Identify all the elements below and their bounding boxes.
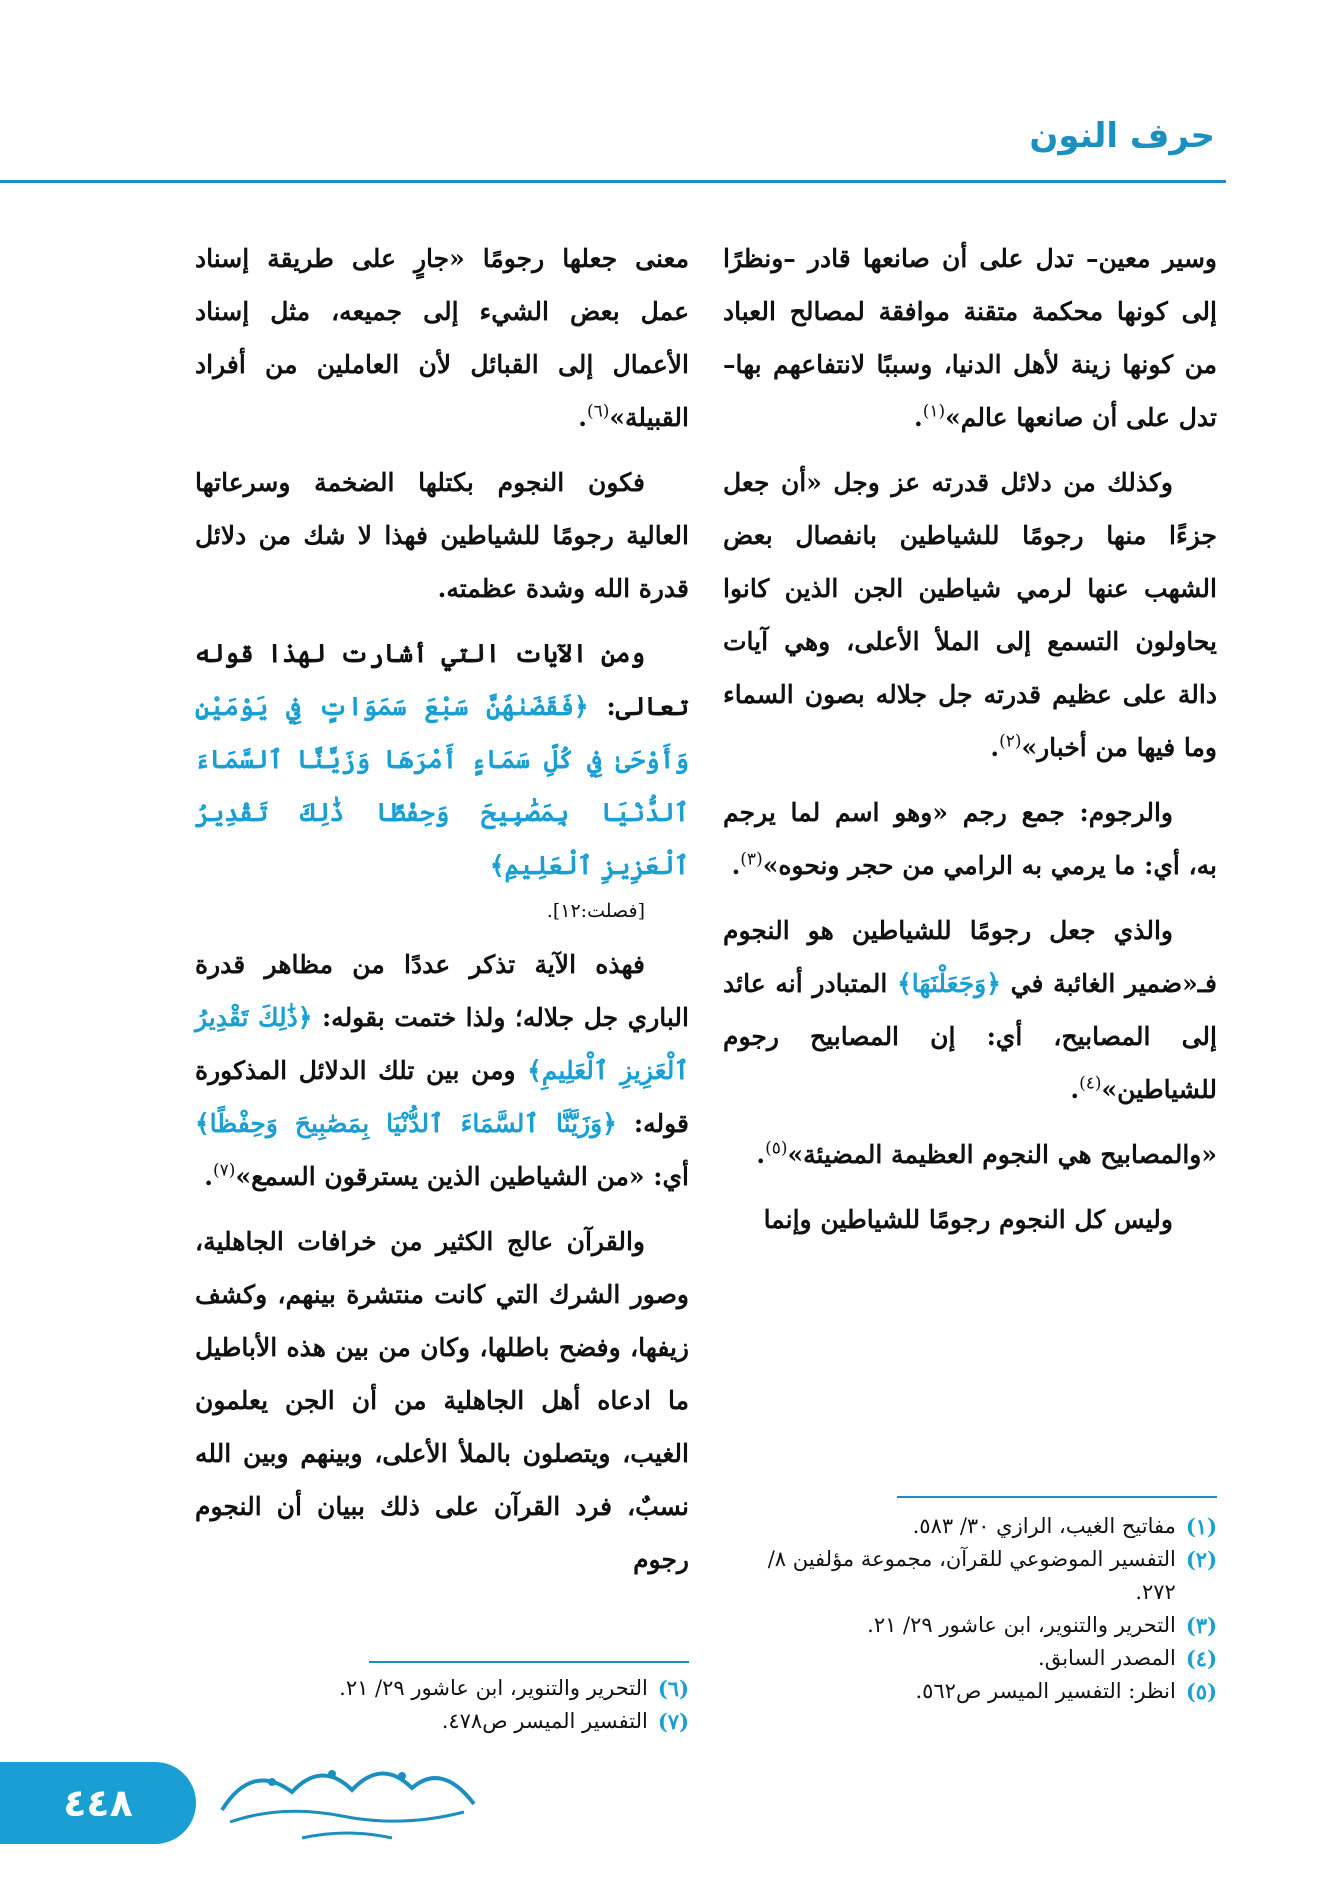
quran-verse: ﴿وَزَيَّنَّا ٱلسَّمَاءَ ٱلدُّنْيَا بِمَصَٰبِيحَ وَحِفْظًا﴾ [195,1109,617,1138]
footnotes-left [195,1672,689,1738]
footnote-rule [897,1496,1217,1498]
footnote [723,1609,1217,1642]
footnote-text: التحرير والتنوير، ابن عاشور ٢٩/ ٢١. [339,1676,648,1700]
paragraph-text: فهذه الآية تذكر عددًا من مظاهر قدرة الباري جل جلاله؛ ولذا ختمت بقوله: [195,950,689,1032]
running-header-title: حرف النون [1029,116,1215,156]
text-column-right [723,232,1217,1258]
footnote-number: (١) [1185,1514,1217,1539]
quran-verse: ﴿فَقَضَىٰهُنَّ سَبْعَ سَمَوَاتٍ فِي يَوْمَيْنِ وَأَوْحَىٰ فِي كُلِّ سَمَاءٍ أَمْرَهَا وَزَيَّنَّا ٱلسَّمَاءَ ٱلدُّنْيَا بِمَصَٰبِيحَ وَحِفْظًا ذَٰلِكَ تَقْدِيرُ ٱلْعَزِيزِ ٱلْعَلِيمِ﴾ [195,692,689,880]
footnote-ref[interactable]: (١) [922,401,946,422]
footnote-ref[interactable]: (٣) [740,849,763,870]
footnote-ref[interactable]: (٧) [213,1160,236,1181]
footnote-text: التفسير الميسر ص٤٧٨. [441,1709,648,1733]
text-column-left [195,232,689,1598]
footnote [723,1675,1217,1708]
paragraph-text: المتبادر أنه عائد إلى المصابيح، أي: إن المصابيح رجوم للشياطين» [723,969,1217,1104]
footnote-ref[interactable]: (٦) [586,401,610,422]
quran-verse: ﴿وَجَعَلْنَهَا﴾ [897,969,1001,998]
footnote-text: التحرير والتنوير، ابن عاشور ٢٩/ ٢١. [867,1613,1176,1637]
footnote [195,1672,689,1705]
paragraph: «والمصابيح هي النجوم العظيمة المضيئة»$^{(٥)}$. [756,1138,1217,1169]
footnotes-right [723,1510,1217,1708]
paragraph-text: فكون النجوم بكتلها الضخمة وسرعاتها العالية رجومًا للشياطين فهذا لا شك من دلائل قدرة الله وشدة عظمته. [195,468,689,603]
footnote-number: (٣) [1185,1613,1217,1638]
paragraph-text: معنى جعلها رجومًا «جارٍ على طريقة إسناد عمل بعض الشيء إلى جميعه، مثل إسناد الأعمال إلى القبائل لأن العاملين من أفراد القبيلة» [195,244,689,432]
paragraph: وكذلك من دلائل قدرته عز وجل «أن جعل جزءًا منها رجومًا للشياطين بانفصال بعض الشهب عنها لرمي شياطين الجن الذين كانوا يحاولون التسمع إلى الملأ الأعلى، وهي آيات دالة على عظيم قدرته جل جلاله بصون السماء وما فيها من أخبار»$^{(٢)}$. [723,468,1217,762]
paragraph-text: أي: «من الشياطين الذين يسترقون السمع» [235,1162,689,1191]
paragraph-text: والرجوم: جمع رجم «وهو اسم لما يرجم به، أي: ما يرمي به الرامي من حجر ونحوه» [723,798,1217,880]
footnote-rule [369,1661,689,1663]
paragraph: معنى جعلها رجومًا «جارٍ على طريقة إسناد عمل بعض الشيء إلى جميعه، مثل إسناد الأعمال إلى القبائل لأن العاملين من أفراد القبيلة»$^{(٦)}$. [195,244,689,432]
paragraph [723,1193,1217,1246]
paragraph [195,627,689,926]
footnote [723,1642,1217,1675]
footnote-number: (٢) [1185,1547,1217,1572]
paragraph-text: ومن الآيات التي أشارت لهذا قوله تعالى: [195,639,689,721]
paragraph-text: وسير معين– تدل على أن صانعها قادر –ونظرًا إلى كونها محكمة متقنة موافقة لمصالح العباد من كونها زينة لأهل الدنيا، وسببًا لانتفاعهم بها– تدل على أن صانعها عالم» [723,244,1217,432]
footnote-ref[interactable]: (٥) [765,1138,788,1159]
paragraph-text: والذي جعل رجومًا للشياطين هو النجوم فـ«ضمير الغائبة في [723,916,1217,998]
paragraph-text: والقرآن عالج الكثير من خرافات الجاهلية، وصور الشرك التي كانت منتشرة بينهم، وكشف زيفها، وفضح باطلها، وكان من بين هذه الأباطيل ما ادعاه أهل الجاهلية من أن الجن يعلمون الغيب، ويتصلون بالملأ الأعلى، وبينهم وبين الله نسبٌ، فرد القرآن على ذلك ببيان أن النجوم رجوم [195,1227,689,1574]
paragraph [195,1215,689,1586]
paragraph: وسير معين– تدل على أن صانعها قادر –ونظرًا إلى كونها محكمة متقنة موافقة لمصالح العباد من كونها زينة لأهل الدنيا، وسببًا لانتفاعهم بها– تدل على أن صانعها عالم»$^{(١)}$. [723,244,1217,432]
paragraph [195,456,689,615]
paragraph-text: وكذلك من دلائل قدرته عز وجل «أن جعل جزءًا منها رجومًا للشياطين بانفصال بعض الشهب عنها لرمي شياطين الجن الذين كانوا يحاولون التسمع إلى الملأ الأعلى، وهي آيات دالة على عظيم قدرته جل جلاله بصون السماء وما فيها من أخبار» [723,468,1217,762]
footnote [723,1510,1217,1543]
footnote-text: المصدر السابق. [1038,1646,1176,1670]
footnote [723,1543,1217,1609]
paragraph: فهذه الآية تذكر عددًا من مظاهر قدرة الباري جل جلاله؛ ولذا ختمت بقوله: ﴿ذَٰلِكَ تَقْدِيرُ ٱلْعَزِيزِ ٱلْعَلِيمِ﴾ ومن بين تلك الدلائل المذكورة قوله: ﴿وَزَيَّنَّا ٱلسَّمَاءَ ٱلدُّنْيَا بِمَصَٰبِيحَ وَحِفْظًا﴾ أي: «من الشياطين الذين يسترقون السمع»$^{(٧)}$. [195,950,689,1191]
paragraph-text: ومن بين تلك الدلائل المذكورة قوله: [195,1056,689,1138]
footnote-number: (٦) [657,1676,689,1701]
page-number-badge [0,1762,196,1844]
footnote-text: التفسير الموضوعي للقرآن، مجموعة مؤلفين ٨/ ٢٧٢. [767,1547,1176,1604]
footnote-text: مفاتيح الغيب، الرازي ٣٠/ ٥٨٣. [912,1514,1176,1538]
footnote-number: (٧) [657,1709,689,1734]
page-number: ٤٤٨ [63,1781,133,1825]
paragraph: والذي جعل رجومًا للشياطين هو النجوم فـ«ضمير الغائبة في ﴿وَجَعَلْنَهَا﴾ المتبادر أنه عائد إلى المصابيح، أي: إن المصابيح رجوم للشياطين»$^{(٤)}$. [723,916,1217,1104]
footnote-ref[interactable]: (٤) [1079,1073,1102,1094]
footnote [195,1705,689,1738]
footnote-number: (٤) [1185,1646,1217,1671]
footnote-text: انظر: التفسير الميسر ص٥٦٢. [915,1679,1176,1703]
quran-verse: ﴿ذَٰلِكَ تَقْدِيرُ ٱلْعَزِيزِ ٱلْعَلِيمِ﴾ [195,1003,689,1085]
footnote-number: (٥) [1185,1679,1217,1704]
paragraph: والرجوم: جمع رجم «وهو اسم لما يرجم به، أي: ما يرمي به الرامي من حجر ونحوه»$^{(٣)}$. [723,798,1217,880]
encyclopedia-logo [212,1752,482,1852]
paragraph-text: وليس كل النجوم رجومًا للشياطين وإنما [763,1205,1173,1234]
verse-citation: [فصلت:١٢]. [546,900,645,922]
footnote-ref[interactable]: (٢) [999,731,1022,752]
paragraph-text: «والمصابيح هي النجوم العظيمة المضيئة» [787,1140,1217,1169]
header-rule [0,180,1226,183]
